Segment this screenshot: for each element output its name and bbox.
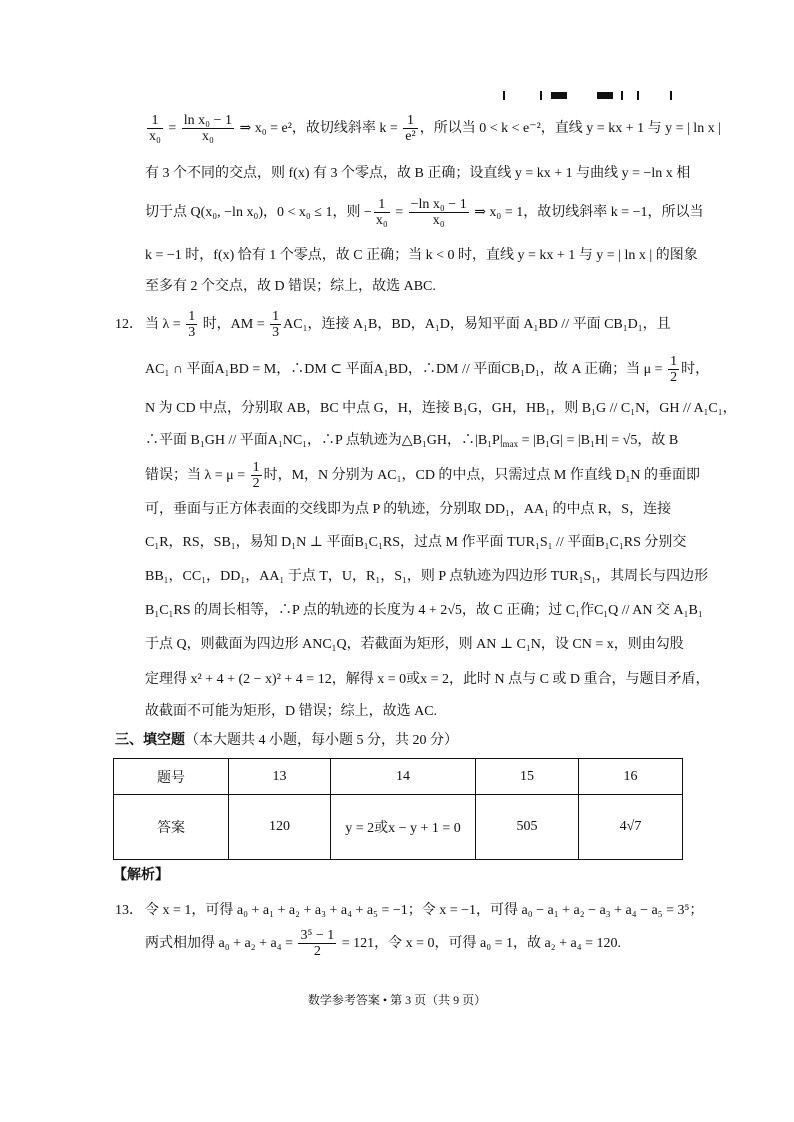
- table-cell: 15: [476, 759, 579, 795]
- section-title: 三、填空题: [115, 733, 185, 748]
- q11-line-5: 至多有 2 个交点，故 D 错误；综上，故选 ABC.: [145, 279, 436, 294]
- table-cell: 16: [579, 759, 683, 795]
- fraction: [186, 309, 197, 340]
- subscript-max: max: [502, 439, 519, 449]
- text-segment: = |B₁G| = |B₁H| = √5，故 B: [518, 433, 679, 448]
- fraction-denominator: 2: [252, 476, 260, 492]
- text-segment: AC₁，连接 A₁B，BD，A₁D，易知平面 A₁BD // 平面 CB₁D₁，且: [283, 317, 671, 332]
- q12-number: 12．: [115, 317, 143, 332]
- q12-line-12: 故截面不可能为矩形，D 错误；综上，故选 AC.: [145, 704, 438, 719]
- table-cell: 14: [331, 759, 476, 795]
- text-segment: ⇒ x₀ = 1，故切线斜率 k = −1，所以当: [470, 205, 704, 220]
- q12-line-4: [145, 424, 678, 458]
- text-segment: =: [391, 205, 407, 220]
- fraction: [182, 113, 234, 144]
- table-cell: 答案: [114, 795, 229, 860]
- table-cell: y = 2或x − y + 1 = 0: [331, 795, 476, 860]
- q12-line-8: BB₁，CC₁，DD₁，AA₁ 于点 T，U，R₁，S₁，则 P 点轨迹为四边形 TUR₁S₁，其周长与四边形: [145, 569, 709, 584]
- fraction: [403, 113, 417, 144]
- q11-line-4: k = −1 时，f(x) 恰有 1 个零点，故 C 正确；当 k < 0 时，直线 y = kx + 1 与 y = | ln x | 的图象: [145, 248, 698, 263]
- mark-bar: [503, 91, 505, 100]
- mark-block: [551, 92, 567, 99]
- q13-line-2: [145, 927, 621, 961]
- q12-line-7: C₁R，RS，SB₁，易知 D₁N ⊥ 平面B₁C₁RS，过点 M 作平面 TUR₁S₁ // 平面B₁C₁RS 分别交: [145, 535, 687, 550]
- fraction: [270, 309, 281, 340]
- fraction-numerator: −ln x₀ − 1: [410, 197, 467, 213]
- mark-bar: [621, 91, 623, 100]
- q12-line-3: N 为 CD 中点，分别取 AB，BC 中点 G，H，连接 B₁G，GH，HB₁，则 B₁G // C₁N，GH // A₁C₁，: [145, 401, 737, 416]
- fraction-denominator: 2: [313, 944, 321, 960]
- text-segment: 两式相加得 a₀ + a₂ + a₄ =: [145, 936, 297, 951]
- fraction-numerator: 1: [252, 460, 260, 476]
- fraction: [298, 928, 336, 959]
- mark-bar: [670, 91, 672, 100]
- fraction: [374, 197, 390, 228]
- fraction-denominator: x₀: [375, 213, 388, 229]
- fraction-denominator: 3: [272, 325, 280, 341]
- fraction-denominator: x₀: [432, 213, 445, 229]
- section-note: （本大题共 4 小题，每小题 5 分，共 20 分）: [185, 733, 458, 748]
- q12-line-10: 于点 Q，则截面为四边形 ANC₁Q，若截面为矩形，则 AN ⊥ C₁N，设 CN = x，则由勾股: [145, 637, 684, 652]
- table-cell: 505: [476, 795, 579, 860]
- text-segment: 切于点 Q(x₀, −ln x₀)，0 < x₀ ≤ 1，则 −: [145, 205, 372, 220]
- fraction: [251, 460, 262, 491]
- q12-line-9: B₁C₁RS 的周长相等，∴P 点的轨迹的长度为 4 + 2√5，故 C 正确；过 C₁作C₁Q // AN 交 A₁B₁: [145, 603, 703, 618]
- q12-line-11: 定理得 x² + 4 + (2 − x)² + 4 = 12，解得 x = 0或x = 2，此时 N 点与 C 或 D 重合，与题目矛盾，: [145, 672, 710, 687]
- fraction-denominator: x₀: [201, 129, 214, 145]
- q11-line-3: [145, 196, 704, 230]
- fraction-numerator: ln x₀ − 1: [183, 113, 232, 129]
- fraction-denominator: e²: [405, 129, 416, 145]
- fraction-denominator: 2: [670, 370, 678, 386]
- table-cell: 4√7: [579, 795, 683, 860]
- fraction-numerator: 3⁵ − 1: [300, 928, 335, 944]
- text-segment: 错误；当 λ = μ =: [145, 468, 249, 483]
- mark-block: [597, 92, 613, 99]
- fraction-numerator: 1: [147, 113, 163, 129]
- text-segment: ⇒ x₀ = e²，故切线斜率 k =: [235, 121, 402, 136]
- mark-bar: [637, 91, 639, 100]
- page-footer: 数学参考答案 • 第 3 页（共 9 页）: [307, 993, 487, 1007]
- mark-bar: [540, 91, 542, 100]
- fraction-numerator: 1: [188, 309, 196, 325]
- q11-line-1: [145, 112, 721, 146]
- q13-line-1: 令 x = 1，可得 a₀ + a₁ + a₂ + a₃ + a₄ + a₅ = −1；令 x = −1，可得 a₀ − a₁ + a₂ − a₃ + a₄ − a₅ = 3⁵；: [145, 903, 704, 918]
- q11-line-2: 有 3 个不同的交点，则 f(x) 有 3 个零点，故 B 正确；设直线 y = kx + 1 与曲线 y = −ln x 相: [145, 166, 691, 181]
- table-answer-row: [114, 795, 683, 860]
- text-segment: 时，: [681, 362, 710, 377]
- answer-table: [113, 758, 683, 860]
- fraction-denominator: 3: [188, 325, 196, 341]
- text-segment: 时，M，N 分别为 AC₁，CD 的中点，只需过点 M 作直线 D₁N 的垂面即: [263, 468, 700, 483]
- table-header-row: [114, 759, 683, 795]
- text-segment: ，所以当 0 < k < e⁻²，直线 y = kx + 1 与 y = | ln x |: [419, 121, 721, 136]
- table-cell: 13: [229, 759, 331, 795]
- fraction: [147, 113, 163, 144]
- fraction: [668, 354, 679, 385]
- fraction-denominator: x₀: [149, 129, 161, 145]
- table-cell: 120: [229, 795, 331, 860]
- fraction-numerator: 1: [374, 197, 390, 213]
- text-segment: 当 λ =: [145, 317, 185, 332]
- section-3-heading: [115, 724, 458, 758]
- text-segment: =: [164, 121, 180, 136]
- table-cell: 题号: [114, 759, 229, 795]
- fraction-numerator: 1: [403, 113, 417, 129]
- fraction: [409, 197, 469, 228]
- q12-line-5: [145, 459, 700, 493]
- q12-line-6: 可，垂面与正方体表面的交线即为点 P 的轨迹，分别取 DD₁，AA₁ 的中点 R，S，连接: [145, 502, 672, 517]
- text-segment: AC₁ ∩ 平面A₁BD = M，∴DM ⊂ 平面A₁BD，∴DM // 平面CB₁D₁，故 A 正确；当 μ =: [145, 362, 667, 377]
- q13-number: 13．: [115, 903, 143, 918]
- analysis-label: 【解析】: [113, 868, 169, 883]
- text-segment: = 121，令 x = 0，可得 a₀ = 1，故 a₂ + a₄ = 120.: [338, 936, 622, 951]
- text-segment: 时，AM =: [199, 317, 269, 332]
- fraction-numerator: 1: [670, 354, 678, 370]
- q12-line-2: [145, 353, 709, 387]
- fraction-numerator: 1: [272, 309, 280, 325]
- text-segment: ∴平面 B₁GH // 平面A₁NC₁，∴P 点轨迹为△B₁GH，∴|B₁P|: [145, 433, 503, 448]
- q12-line-1: [145, 308, 671, 342]
